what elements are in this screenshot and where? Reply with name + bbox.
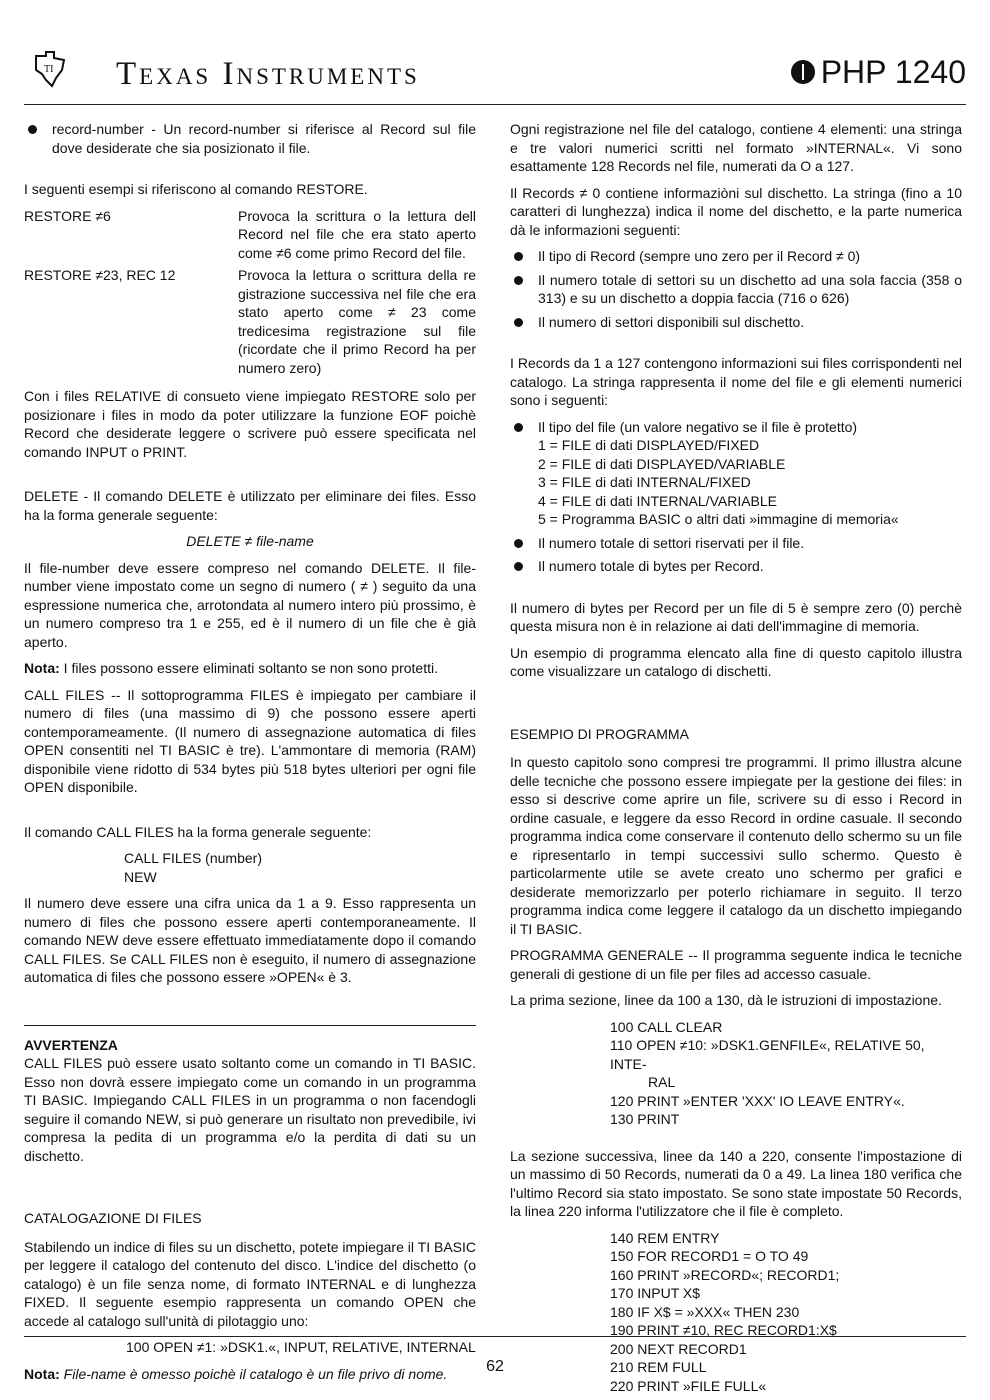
file-type-item: 3 = FILE di dati INTERNAL/FIXED [538,474,751,490]
code-block-setup [510,1018,962,1129]
general-program-paragraph: PROGRAMMA GENERALE -- Il programma seguente indica le tecniche generali di gestione di un file per files ad accesso casuale. [510,947,962,982]
delete-paragraph: DELETE - Il comando DELETE è utilizzato per eliminare dei files. Esso ha la forma generale seguente: [24,488,476,523]
model-label [791,54,966,91]
left-column [24,120,476,1391]
header-rule [24,104,966,105]
relative-paragraph: Con i files RELATIVE di consueto viene impiegato RESTORE solo per posizionare i files in modo da poter utilizzare la funzione EOF poichè Record che desiderate leggere o scrivere può essere specificata nel comando INPUT o PRINT. [24,388,476,460]
bullet-reserved-sectors: Il numero totale di settori riservati per il file. [510,534,962,553]
file-number-paragraph: Il file-number deve essere compreso nel comando DELETE. Il file-number viene impostato come un segno di numero ( ≠ ) seguito da una espressione numerica che, arrotondata al numero intero più prossimo, è un numero compreso tra 1 e 255, ed è il numero di un file che è già aperto. [24,559,476,650]
bullet-total-sectors: Il numero totale di settori su un dischetto ad una sola faccia (358 o 313) e su un dischetto a doppia faccia (716 o 626) [510,271,962,308]
numero-paragraph: Il numero deve essere una cifra unica da 1 a 9. Esso rappresenta un numero di files che possono essere aperti contemporaneamente. Il comando NEW deve essere effettuato immediatamente dopo il comando CALL FILES. Se CALL FILES non è eseguito, il numero di assegnazione automatica di files che possono essere »OPEN« è 3. [24,895,476,985]
ti-logo-icon [30,48,70,88]
restore-example-cmd: RESTORE ≠23, REC 12 [24,267,176,283]
code-line: 120 PRINT »ENTER 'XXX' IO LEAVE ENTRY«. [610,1092,905,1109]
first-section-paragraph: La prima sezione, linee da 100 a 130, dà le istruzioni di impostazione. [510,992,942,1008]
example-title: ESEMPIO DI PROGRAMMA [510,725,689,742]
example-paragraph: Un esempio di programma elencato alla fine di questo capitolo illustra come visualizzare un catalogo di dischetti. [510,644,962,679]
footer-rule [24,1336,966,1337]
programs-paragraph: In questo capitolo sono compresi tre programmi. Il primo illustra alcune delle tecniche che possono essere impiegate per la gestione dei files: in esso si descrive come aprire un file, scrivere su di esso i Record in ordine casuale, e leggere da esso Record in ordine casuale. Il secondo programma indica come conservare il contenuto dello schermo su un file e ripresentarlo in tempi successivi sullo schermo. Questo è particolarmente utile se avete creato uno schermo per grafici e desiderate memorizzarlo per poterlo richiamare in seguito. Il terzo programma indica come leggere il catalogo da un dischetto impiegando il TI BASIC. [510,754,962,937]
callfiles-form-intro: Il comando CALL FILES ha la forma generale seguente: [24,823,372,840]
record0-paragraph: Il Records ≠ 0 contiene informaziòni sul dischetto. La stringa (fino a 10 caratteri di lunghezza) indica il nome del dischetto, e la parte numerica dà le informazioni seguenti: [510,184,962,238]
file-type-item: 1 = FILE di dati DISPLAYED/FIXED [538,437,760,453]
code-line: 190 PRINT ≠10, REC RECORD1:X$ [610,1322,837,1338]
file-type-item: 2 = FILE di dati DISPLAYED/VARIABLE [538,455,786,472]
warning-text: CALL FILES può essere usato soltanto come un comando in TI BASIC. Esso non dovrà essere impiegato come un comando in un programma TI BASIC. Impiegando CALL FILES in un programma o non facendogli seguire il comando NEW, si può generare un risultato non prevedibile, ivi compresa la pedita di un programma e/o la perdita di dati su un dischetto. [24,1055,476,1164]
brand-title: Texas Instruments [116,56,420,92]
model-text: PHP 1240 [820,54,966,90]
catalog-paragraph: Stabilendo un indice di files su un dischetto, potete impiegare il TI BASIC per leggere il catalogo del contenuto del disco. L'indice del dischetto (o catalogo) è un file senza nome, di formato INTERNAL e di lunghezza FIXED. Il seguente esempio rappresenta un comando OPEN che accede al catalogo sull'unità di pilotaggio uno: [24,1238,476,1329]
bytes-paragraph: Il numero di bytes per Record per un file di 5 è sempre zero (0) perchè questa misura non è in relazione ai dati dell'immagine di memoria. [510,599,962,634]
records-1-127-paragraph: I Records da 1 a 127 contengono informazioni sui files corrispondenti nel catalogo. La stringa rappresenta il nome del file e gli elementi numerici sono i seguenti: [510,355,962,408]
callfiles-paragraph: CALL FILES -- Il sottoprogramma FILES è impiegato per cambiare il numero di files (una massimo di 9) che possono essere aperti contemporameamente. (Il numero di assegnazione automatica di files OPEN consentiti nel TI BASIC è tre). L'ammontare di memoria (RAM) disponibile viene ridotto di 534 bytes più 518 bytes ulteriori per ogni file OPEN disponibile. [24,686,476,795]
restore-example-desc: Provoca la scrittura o la lettura dell Record nel file che era stato aperto come ≠6 come primo Record del file. [238,207,476,261]
restore-example-desc: Provoca la lettura o scrittura della re gistrazione successiva nel file che era stato aperto come ≠ 23 come tredicesima registrazione sul file (ricordate che il primo Record ha per numero zero) [238,267,476,376]
restore-intro: I seguenti esempi si riferiscono al comando RESTORE. [24,181,368,197]
code-line: RAL [648,1074,676,1090]
code-line: 130 PRINT [610,1111,680,1127]
bullet-file-type: Il tipo del file (un valore negativo se il file è protetto) [510,418,962,437]
bullet-record-type: Il tipo di Record (sempre uno zero per il Record ≠ 0) [510,247,962,266]
svg-text:TI: TI [44,64,54,75]
open-catalog-line: 100 OPEN ≠1: »DSK1.«, INPUT, RELATIVE, INTERNAL [126,1339,476,1355]
bullet-record-number: record-number - Un record-number si riferisce al Record sul file dove desiderate che sia posizionato il file. [24,120,476,157]
bullet-available-sectors: Il numero di settori disponibili sul dischetto. [510,313,962,332]
code-line: 220 PRINT »FILE FULL« [610,1377,767,1394]
code-line: 200 NEXT RECORD1 [610,1340,747,1357]
code-line: 100 CALL CLEAR [610,1018,723,1035]
warning-title: AVVERTENZA [24,1036,118,1053]
catalog-record-paragraph: Ogni registrazione nel file del catalogo, contiene 4 elementi: una stringa e tre valori numerici scritti nel formato »INTERNAL«. Vi sono esattamente 128 Records nel file, numerati da O a 127. [510,121,962,174]
page-number: 62 [486,1358,504,1375]
page-header [24,38,966,98]
callfiles-form-line: CALL FILES (number) [124,850,262,866]
right-column [510,120,962,1395]
power-icon [791,60,815,84]
restore-example-cmd: RESTORE ≠6 [24,207,111,224]
code-line: 180 IF X$ = »XXX« THEN 230 [610,1303,800,1320]
warning-rule [24,1025,476,1026]
code-line: 160 PRINT »RECORD«; RECORD1; [610,1266,840,1283]
bullet-bytes-per-record: Il numero totale di bytes per Record. [510,557,962,576]
code-line: 140 REM ENTRY [610,1229,720,1246]
nota-file-name: Nota: File-name è omesso poichè il catalogo è un file privo di nome. [24,1365,448,1382]
callfiles-form-line: NEW [124,868,157,885]
entry-section-paragraph: La sezione successiva, linee da 140 a 220, consente l'impostazione di un massimo di 50 Records, numerati da 0 a 49. La linea 180 verifica che l'ultimo Record sia stato impostato. Se sono state impostate 50 Records, la linea 220 informa l'utilizzatore che il file è completo. [510,1147,962,1219]
code-line: 150 FOR RECORD1 = O TO 49 [610,1248,809,1264]
restore-examples [24,207,476,382]
delete-form: DELETE ≠ file-name [186,533,314,549]
file-type-item: 5 = Programma BASIC o altri dati »immagine di memoria« [538,511,899,527]
file-type-item: 4 = FILE di dati INTERNAL/VARIABLE [538,492,778,509]
code-line: 110 OPEN ≠10: »DSK1.GENFILE«, RELATIVE 50, INTE- [610,1037,925,1072]
code-line: 170 INPUT X$ [610,1285,701,1301]
catalog-title: CATALOGAZIONE DI FILES [24,1210,202,1226]
code-line: 210 REM FULL [610,1359,707,1375]
nota-protected: Nota: I files possono essere eliminati soltanto se non sono protetti. [24,660,438,676]
